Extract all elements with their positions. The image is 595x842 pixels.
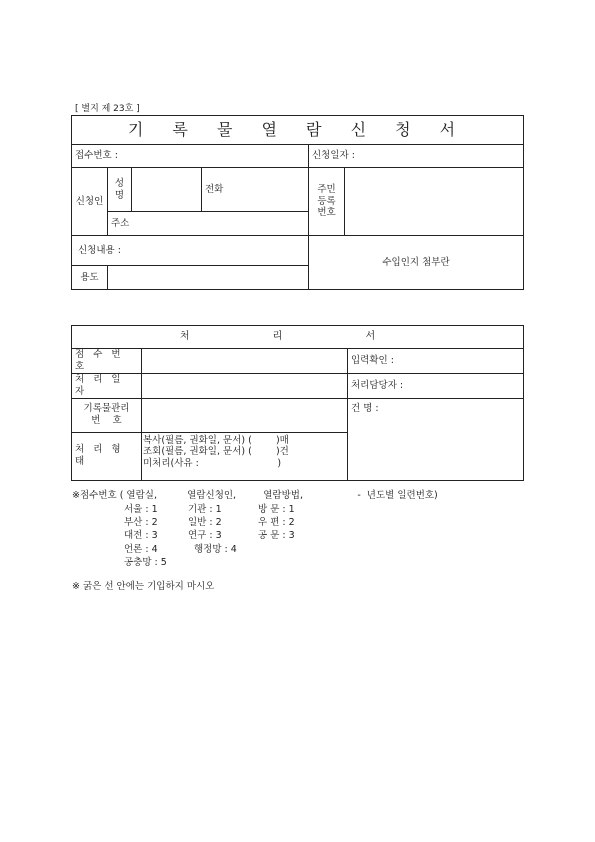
application-table <box>71 115 524 290</box>
receipt-number-field: 접수번호 : <box>72 145 309 168</box>
notes-legend <box>72 501 438 571</box>
process-date-value <box>142 373 348 398</box>
phone-label: 전화 <box>202 168 309 212</box>
receipt-number-label: 점 수 번 호 <box>72 349 142 374</box>
resident-number-field[interactable] <box>345 168 524 236</box>
view-option: 조회(필름, 권화일, 문서) ( )건 <box>143 446 289 458</box>
receipt-number-value <box>142 349 348 374</box>
footnote: ※ 굵은 선 안에는 기입하지 마시오 <box>72 581 215 592</box>
process-date-label: 처 리 일 자 <box>72 373 142 398</box>
legend-item: 언론 : 4 <box>124 544 158 555</box>
form-number-label: [ 별지 제 23호 ] <box>75 104 140 114</box>
legend-item: 대전 : 3 <box>124 530 158 541</box>
legend-item: 공충망 : 5 <box>124 557 167 568</box>
process-type-label: 처 리 형 태 <box>72 432 142 480</box>
record-mgmt-number-value <box>142 398 348 432</box>
legend-item: 연구 : 3 <box>188 530 222 541</box>
resident-number-label: 주민 등록 번호 <box>309 168 345 236</box>
record-mgmt-number-label: 기록물관리 번 호 <box>72 398 142 432</box>
apply-date-field: 신청일자 : <box>309 145 524 168</box>
copy-option: 복사(필름, 권화일, 문서) ( )매 <box>143 434 289 446</box>
legend-item: 일반 : 2 <box>188 517 222 528</box>
name-field[interactable] <box>132 168 202 212</box>
legend-item: 서울 : 1 <box>124 504 158 515</box>
processing-table <box>71 325 524 481</box>
content-label: 신청내용 : <box>72 236 309 266</box>
address-label: 주소 <box>108 212 309 236</box>
receipt-number-notes <box>72 487 438 571</box>
name-label: 성 명 <box>108 168 132 212</box>
legend-item: 기관 : 1 <box>188 504 222 515</box>
purpose-label: 용도 <box>72 266 108 290</box>
case-count-label: 건 명 : <box>348 398 524 480</box>
purpose-field[interactable] <box>108 266 309 290</box>
stamp-area: 수입인지 첨부란 <box>309 236 524 290</box>
processing-title: 처 리 서 <box>72 326 524 349</box>
unprocessed-option: 미처리(사유 : ) <box>143 458 282 470</box>
legend-item: 행정망 : 4 <box>194 544 237 555</box>
legend-item: 공 문 : 3 <box>258 530 295 541</box>
process-manager-label: 처리담당자 : <box>348 373 524 398</box>
legend-item: 부산 : 2 <box>124 517 158 528</box>
legend-item: 우 편 : 2 <box>258 517 295 528</box>
input-confirm-label: 입력확인 : <box>348 349 524 374</box>
legend-item: 방 문 : 1 <box>258 504 295 515</box>
applicant-label: 신청인 <box>72 168 108 236</box>
notes-header: ※점수번호 ( 열람실, 열람신청인, 열람방법, - 년도별 일련번호) <box>72 490 438 501</box>
form-title: 기 록 물 열 람 신 청 서 <box>72 116 524 145</box>
process-type-options <box>142 432 348 480</box>
